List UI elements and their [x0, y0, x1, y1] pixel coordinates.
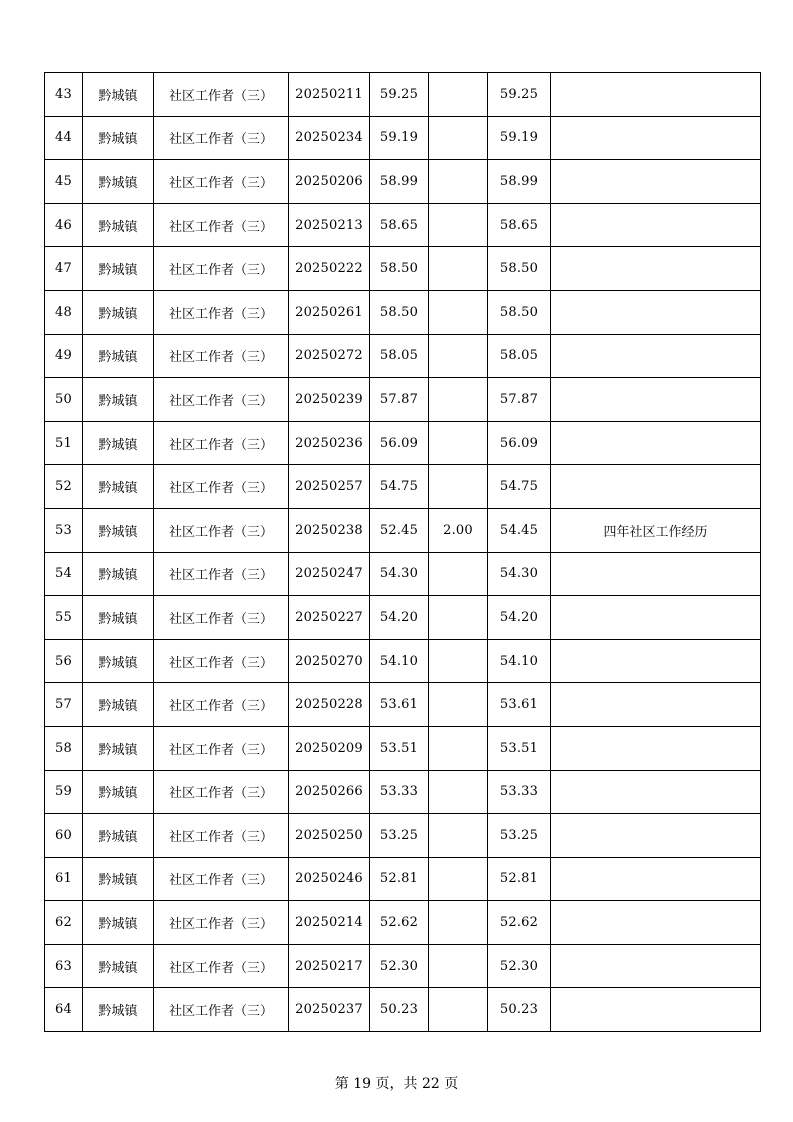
town-cell: 黔城镇 — [83, 944, 154, 988]
post-cell: 社区工作者（三） — [154, 814, 289, 858]
written-score-cell: 54.30 — [370, 552, 429, 596]
note-cell — [551, 203, 761, 247]
seq-cell: 43 — [45, 73, 83, 117]
post-cell: 社区工作者（三） — [154, 770, 289, 814]
table-row — [45, 814, 761, 858]
town-cell: 黔城镇 — [83, 465, 154, 509]
bonus-score-cell — [429, 552, 488, 596]
total-score-cell: 59.25 — [488, 73, 551, 117]
total-score-cell: 58.50 — [488, 290, 551, 334]
seq-cell: 63 — [45, 944, 83, 988]
note-cell — [551, 160, 761, 204]
candidate-id-cell: 20250266 — [289, 770, 370, 814]
town-cell: 黔城镇 — [83, 901, 154, 945]
town-cell: 黔城镇 — [83, 378, 154, 422]
written-score-cell: 58.99 — [370, 160, 429, 204]
post-cell: 社区工作者（三） — [154, 944, 289, 988]
total-score-cell: 54.75 — [488, 465, 551, 509]
written-score-cell: 53.25 — [370, 814, 429, 858]
note-cell — [551, 421, 761, 465]
written-score-cell: 58.65 — [370, 203, 429, 247]
candidate-id-cell: 20250238 — [289, 508, 370, 552]
total-score-cell: 54.10 — [488, 639, 551, 683]
bonus-score-cell — [429, 596, 488, 640]
note-cell — [551, 857, 761, 901]
written-score-cell: 50.23 — [370, 988, 429, 1032]
candidate-id-cell: 20250222 — [289, 247, 370, 291]
post-cell: 社区工作者（三） — [154, 988, 289, 1032]
table-row — [45, 203, 761, 247]
written-score-cell: 53.61 — [370, 683, 429, 727]
candidate-id-cell: 20250270 — [289, 639, 370, 683]
bonus-score-cell — [429, 726, 488, 770]
town-cell: 黔城镇 — [83, 508, 154, 552]
candidate-id-cell: 20250246 — [289, 857, 370, 901]
note-cell — [551, 465, 761, 509]
town-cell: 黔城镇 — [83, 421, 154, 465]
seq-cell: 53 — [45, 508, 83, 552]
seq-cell: 49 — [45, 334, 83, 378]
seq-cell: 64 — [45, 988, 83, 1032]
candidate-id-cell: 20250206 — [289, 160, 370, 204]
note-cell: 四年社区工作经历 — [551, 508, 761, 552]
candidate-id-cell: 20250239 — [289, 378, 370, 422]
bonus-score-cell — [429, 683, 488, 727]
post-cell: 社区工作者（三） — [154, 290, 289, 334]
post-cell: 社区工作者（三） — [154, 465, 289, 509]
candidate-id-cell: 20250237 — [289, 988, 370, 1032]
candidate-id-cell: 20250211 — [289, 73, 370, 117]
candidate-id-cell: 20250227 — [289, 596, 370, 640]
candidate-id-cell: 20250236 — [289, 421, 370, 465]
bonus-score-cell — [429, 770, 488, 814]
note-cell — [551, 596, 761, 640]
seq-cell: 58 — [45, 726, 83, 770]
note-cell — [551, 814, 761, 858]
note-cell — [551, 901, 761, 945]
candidate-id-cell: 20250234 — [289, 116, 370, 160]
candidate-id-cell: 20250228 — [289, 683, 370, 727]
bonus-score-cell — [429, 73, 488, 117]
note-cell — [551, 116, 761, 160]
post-cell: 社区工作者（三） — [154, 901, 289, 945]
table-row — [45, 378, 761, 422]
table-row — [45, 901, 761, 945]
seq-cell: 47 — [45, 247, 83, 291]
written-score-cell: 54.75 — [370, 465, 429, 509]
town-cell: 黔城镇 — [83, 770, 154, 814]
town-cell: 黔城镇 — [83, 857, 154, 901]
town-cell: 黔城镇 — [83, 726, 154, 770]
written-score-cell: 58.50 — [370, 290, 429, 334]
total-score-cell: 53.33 — [488, 770, 551, 814]
town-cell: 黔城镇 — [83, 639, 154, 683]
bonus-score-cell — [429, 901, 488, 945]
written-score-cell: 52.30 — [370, 944, 429, 988]
written-score-cell: 52.81 — [370, 857, 429, 901]
note-cell — [551, 378, 761, 422]
bonus-score-cell — [429, 334, 488, 378]
note-cell — [551, 290, 761, 334]
town-cell: 黔城镇 — [83, 552, 154, 596]
table-row — [45, 116, 761, 160]
candidate-id-cell: 20250272 — [289, 334, 370, 378]
seq-cell: 55 — [45, 596, 83, 640]
table-row — [45, 596, 761, 640]
post-cell: 社区工作者（三） — [154, 247, 289, 291]
table-row — [45, 726, 761, 770]
table-row — [45, 988, 761, 1032]
post-cell: 社区工作者（三） — [154, 160, 289, 204]
written-score-cell: 57.87 — [370, 378, 429, 422]
table-row — [45, 552, 761, 596]
table-row — [45, 290, 761, 334]
table-row — [45, 421, 761, 465]
note-cell — [551, 247, 761, 291]
seq-cell: 54 — [45, 552, 83, 596]
seq-cell: 46 — [45, 203, 83, 247]
seq-cell: 61 — [45, 857, 83, 901]
town-cell: 黔城镇 — [83, 203, 154, 247]
post-cell: 社区工作者（三） — [154, 116, 289, 160]
candidate-id-cell: 20250261 — [289, 290, 370, 334]
post-cell: 社区工作者（三） — [154, 73, 289, 117]
note-cell — [551, 683, 761, 727]
post-cell: 社区工作者（三） — [154, 421, 289, 465]
post-cell: 社区工作者（三） — [154, 552, 289, 596]
note-cell — [551, 639, 761, 683]
table-row — [45, 160, 761, 204]
note-cell — [551, 726, 761, 770]
post-cell: 社区工作者（三） — [154, 639, 289, 683]
note-cell — [551, 552, 761, 596]
table-row — [45, 508, 761, 552]
town-cell: 黔城镇 — [83, 116, 154, 160]
candidate-id-cell: 20250214 — [289, 901, 370, 945]
total-score-cell: 52.30 — [488, 944, 551, 988]
bonus-score-cell — [429, 378, 488, 422]
post-cell: 社区工作者（三） — [154, 378, 289, 422]
bonus-score-cell — [429, 814, 488, 858]
total-score-cell: 59.19 — [488, 116, 551, 160]
total-score-cell: 58.05 — [488, 334, 551, 378]
written-score-cell: 59.25 — [370, 73, 429, 117]
table-row — [45, 857, 761, 901]
bonus-score-cell — [429, 465, 488, 509]
total-score-cell: 53.25 — [488, 814, 551, 858]
total-score-cell: 52.81 — [488, 857, 551, 901]
post-cell: 社区工作者（三） — [154, 334, 289, 378]
table-row — [45, 465, 761, 509]
total-score-cell: 52.62 — [488, 901, 551, 945]
candidate-id-cell: 20250257 — [289, 465, 370, 509]
post-cell: 社区工作者（三） — [154, 203, 289, 247]
total-score-cell: 58.65 — [488, 203, 551, 247]
bonus-score-cell — [429, 857, 488, 901]
total-score-cell: 56.09 — [488, 421, 551, 465]
candidate-id-cell: 20250247 — [289, 552, 370, 596]
bonus-score-cell — [429, 160, 488, 204]
town-cell: 黔城镇 — [83, 988, 154, 1032]
seq-cell: 62 — [45, 901, 83, 945]
total-score-cell: 58.50 — [488, 247, 551, 291]
table-row — [45, 73, 761, 117]
bonus-score-cell — [429, 639, 488, 683]
total-score-cell: 53.61 — [488, 683, 551, 727]
seq-cell: 56 — [45, 639, 83, 683]
table-row — [45, 683, 761, 727]
written-score-cell: 52.62 — [370, 901, 429, 945]
note-cell — [551, 944, 761, 988]
written-score-cell: 53.33 — [370, 770, 429, 814]
town-cell: 黔城镇 — [83, 247, 154, 291]
table-row — [45, 944, 761, 988]
page-number-footer: 第 19 页，共 22 页 — [334, 1076, 459, 1092]
town-cell: 黔城镇 — [83, 683, 154, 727]
total-score-cell: 53.51 — [488, 726, 551, 770]
written-score-cell: 58.05 — [370, 334, 429, 378]
bonus-score-cell — [429, 290, 488, 334]
bonus-score-cell — [429, 247, 488, 291]
bonus-score-cell — [429, 944, 488, 988]
seq-cell: 48 — [45, 290, 83, 334]
seq-cell: 44 — [45, 116, 83, 160]
town-cell: 黔城镇 — [83, 814, 154, 858]
bonus-score-cell — [429, 988, 488, 1032]
total-score-cell: 57.87 — [488, 378, 551, 422]
post-cell: 社区工作者（三） — [154, 726, 289, 770]
candidate-id-cell: 20250217 — [289, 944, 370, 988]
bonus-score-cell — [429, 116, 488, 160]
note-cell — [551, 334, 761, 378]
seq-cell: 51 — [45, 421, 83, 465]
post-cell: 社区工作者（三） — [154, 683, 289, 727]
total-score-cell: 54.20 — [488, 596, 551, 640]
total-score-cell: 58.99 — [488, 160, 551, 204]
written-score-cell: 53.51 — [370, 726, 429, 770]
post-cell: 社区工作者（三） — [154, 508, 289, 552]
score-table — [44, 72, 761, 1032]
candidate-id-cell: 20250209 — [289, 726, 370, 770]
written-score-cell: 58.50 — [370, 247, 429, 291]
town-cell: 黔城镇 — [83, 160, 154, 204]
bonus-score-cell: 2.00 — [429, 508, 488, 552]
bonus-score-cell — [429, 203, 488, 247]
town-cell: 黔城镇 — [83, 334, 154, 378]
table-row — [45, 770, 761, 814]
written-score-cell: 54.10 — [370, 639, 429, 683]
seq-cell: 50 — [45, 378, 83, 422]
table-row — [45, 639, 761, 683]
seq-cell: 52 — [45, 465, 83, 509]
seq-cell: 59 — [45, 770, 83, 814]
seq-cell: 45 — [45, 160, 83, 204]
note-cell — [551, 73, 761, 117]
candidate-id-cell: 20250250 — [289, 814, 370, 858]
town-cell: 黔城镇 — [83, 596, 154, 640]
bonus-score-cell — [429, 421, 488, 465]
seq-cell: 57 — [45, 683, 83, 727]
note-cell — [551, 770, 761, 814]
total-score-cell: 54.45 — [488, 508, 551, 552]
seq-cell: 60 — [45, 814, 83, 858]
written-score-cell: 59.19 — [370, 116, 429, 160]
written-score-cell: 52.45 — [370, 508, 429, 552]
table-row — [45, 334, 761, 378]
town-cell: 黔城镇 — [83, 73, 154, 117]
table-body — [45, 73, 761, 1032]
written-score-cell: 54.20 — [370, 596, 429, 640]
total-score-cell: 50.23 — [488, 988, 551, 1032]
town-cell: 黔城镇 — [83, 290, 154, 334]
post-cell: 社区工作者（三） — [154, 596, 289, 640]
candidate-id-cell: 20250213 — [289, 203, 370, 247]
note-cell — [551, 988, 761, 1032]
post-cell: 社区工作者（三） — [154, 857, 289, 901]
total-score-cell: 54.30 — [488, 552, 551, 596]
written-score-cell: 56.09 — [370, 421, 429, 465]
table-row — [45, 247, 761, 291]
